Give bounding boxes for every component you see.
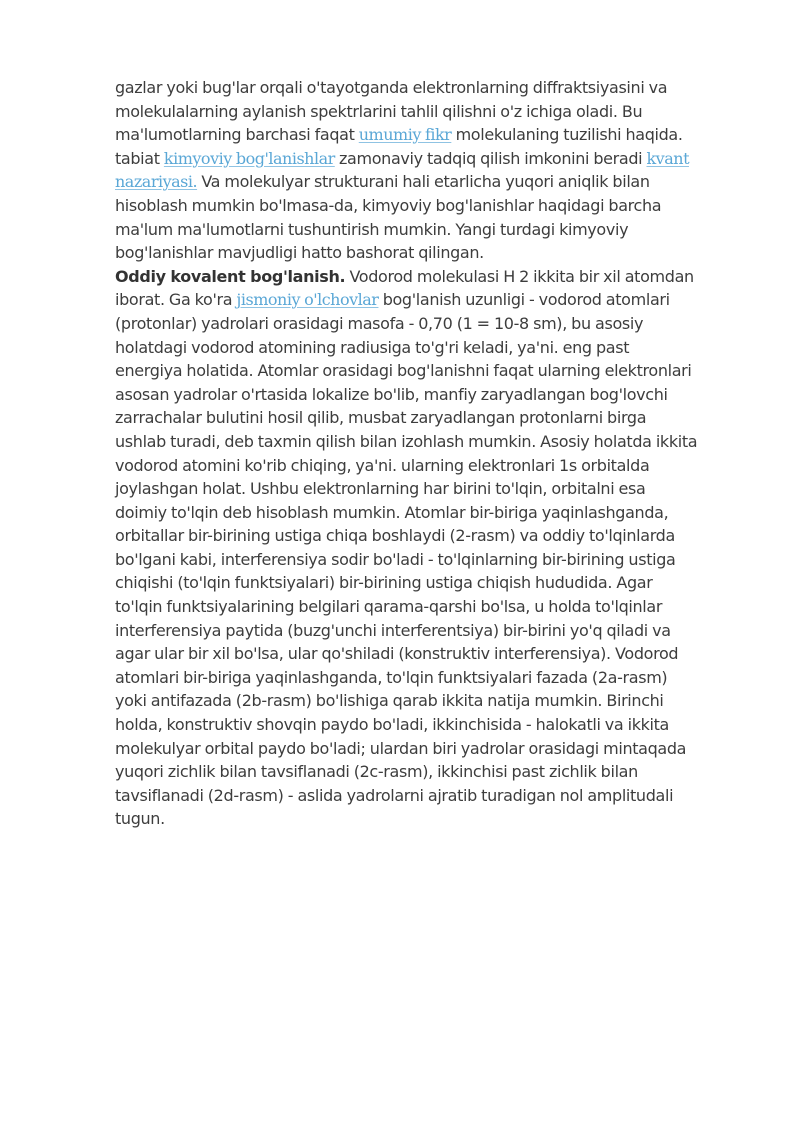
text-line	[115, 288, 743, 312]
text-line	[115, 265, 743, 289]
text-line: vodorod atomini ko'rib chiqing, ya'ni. ularning elektronlari 1s orbitalda	[115, 455, 650, 475]
text-line: chiqishi (to'lqin funktsiyalari) bir-birining ustiga chiqish hududida. Agar	[115, 573, 653, 593]
text-line: molekulyar orbital paydo bo'ladi; ulardan biri yadrolar orasidagi mintaqada	[115, 738, 687, 758]
link-kvant-nazariyasi-cont[interactable]: nazariyasi.	[115, 172, 198, 192]
text-line: ushlab turadi, deb taxmin qilish bilan izohlash mumkin. Asosiy holatda ikkita	[115, 431, 698, 451]
paragraph-covalent-bond	[115, 265, 743, 831]
text-line: hisoblash mumkin bo'lmasa-da, kimyoviy bog'lanishlar haqidagi barcha	[115, 195, 662, 215]
text-line: yuqori zichlik bilan tavsiflanadi (2c-rasm), ikkinchisi past zichlik bilan	[115, 762, 638, 782]
text-line: tavsiflanadi (2d-rasm) - aslida yadrolarni ajratib turadigan nol amplitudali	[115, 785, 674, 805]
text-segment: zamonaviy tadqiq qilish imkonini beradi	[334, 148, 647, 168]
text-segment: tabiat	[115, 148, 164, 168]
text-line: holda, konstruktiv shovqin paydo bo'ladi, ikkinchisida - halokatli va ikkita	[115, 715, 670, 735]
text-segment: Va molekulyar strukturani hali etarlicha yuqori aniqlik bilan	[197, 172, 650, 192]
text-line: zarrachalar bulutini hosil qilib, musbat zaryadlangan protonlarni birga	[115, 408, 647, 428]
text-line: orbitallar bir-birining ustiga chiqa boshlaydi (2-rasm) va oddiy to'lqinlarda	[115, 526, 675, 546]
text-segment: molekulaning tuzilishi haqida.	[451, 125, 683, 145]
text-line: bog'lanishlar mavjudligi hatto bashorat qilingan.	[115, 243, 484, 263]
text-line: energiya holatida. Atomlar orasidagi bog'lanishni faqat ularning elektronlari	[115, 361, 692, 381]
text-line: to'lqin funktsiyalarining belgilari qarama-qarshi bo'lsa, u holda to'lqinlar	[115, 597, 663, 617]
text-line: doimiy to'lqin deb hisoblash mumkin. Atomlar bir-biriga yaqinlashganda,	[115, 502, 669, 522]
text-line: joylashgan holat. Ushbu elektronlarning har birini to'lqin, orbitalni esa	[115, 479, 646, 499]
text-line: agar ular bir xil bo'lsa, ular qo'shiladi (konstruktiv interferensiya). Vodorod	[115, 644, 679, 664]
text-segment: iborat. Ga ko'ra	[115, 290, 237, 310]
text-line: interferensiya paytida (buzg'unchi interferentsiya) bir-birini yo'q qiladi va	[115, 620, 671, 640]
text-line: bo'lgani kabi, interferensiya sodir bo'ladi - to'lqinlarning bir-birining ustiga	[115, 549, 676, 569]
text-line	[115, 170, 743, 194]
text-line: (protonlar) yadrolari orasidagi masofa - 0,70 (1 = 10-8 sm), bu asosiy	[115, 313, 644, 333]
text-line: molekulalarning aylanish spektrlarini tahlil qilishni o'z ichiga oladi. Bu	[115, 101, 643, 121]
text-segment: Vodorod molekulasi H 2 ikkita bir xil atomdan	[345, 266, 694, 286]
link-kvant-nazariyasi[interactable]: kvant	[646, 148, 689, 168]
text-line: asosan yadrolar o'rtasida lokalize bo'lib, manfiy zaryadlangan bog'lovchi	[115, 384, 668, 404]
text-line	[115, 123, 743, 147]
text-line: tugun.	[115, 809, 165, 829]
text-segment: ma'lumotlarning barchasi faqat	[115, 125, 359, 145]
text-line: holatdagi vodorod atomining radiusiga to'g'ri keladi, ya'ni. eng past	[115, 337, 630, 357]
text-line	[115, 147, 743, 171]
link-umumiy-fikr[interactable]: umumiy fikr	[358, 125, 452, 145]
text-line: ma'lum ma'lumotlarni tushuntirish mumkin. Yangi turdagi kimyoviy	[115, 219, 629, 239]
link-jismoniy-olchovlar[interactable]: jismoniy o'lchovlar	[236, 290, 379, 310]
paragraph-intro	[115, 76, 743, 265]
text-line: gazlar yoki bug'lar orqali o'tayotganda elektronlarning diffraktsiyasini va	[115, 78, 668, 97]
text-segment: bog'lanish uzunligi - vodorod atomlari	[378, 290, 670, 310]
section-heading: Oddiy kovalent bog'lanish.	[115, 266, 346, 286]
text-line: yoki antifazada (2b-rasm) bo'lishiga qarab ikkita natija mumkin. Birinchi	[115, 691, 664, 711]
text-line: atomlari bir-biriga yaqinlashganda, to'lqin funktsiyalari fazada (2a-rasm)	[115, 667, 668, 687]
link-kimyoviy-boglanishlar[interactable]: kimyoviy bog'lanishlar	[163, 148, 335, 168]
document-body	[115, 76, 743, 831]
